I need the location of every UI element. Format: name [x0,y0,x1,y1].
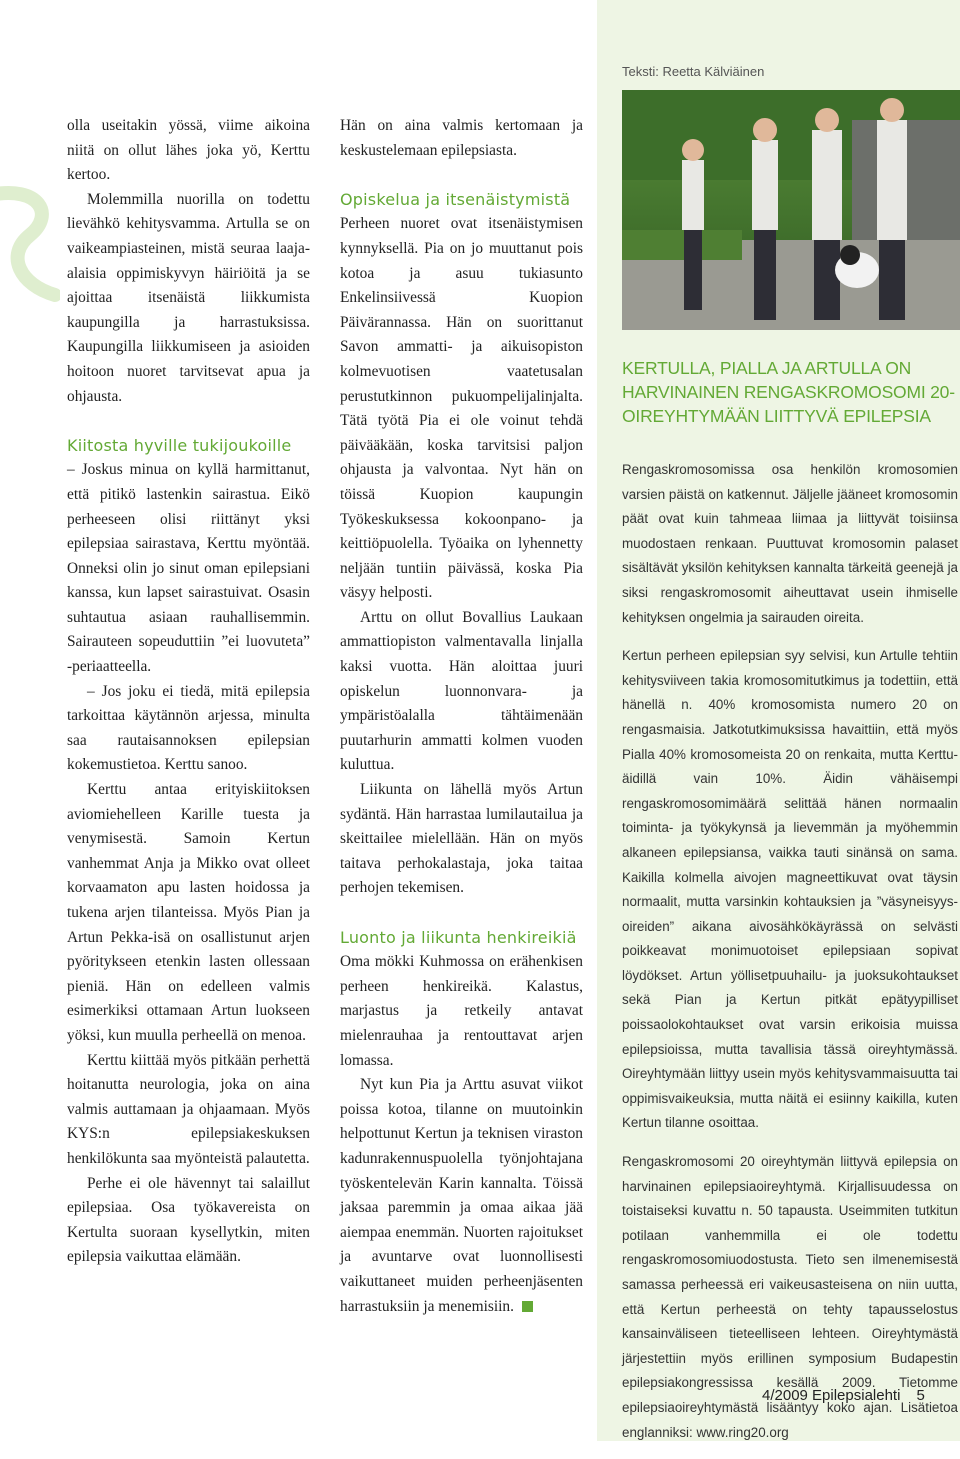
paragraph: Liikunta on lähellä myös Artun sydäntä. Hän harrastaa lumilautailua ja skeittailee mielellään. Hän on myös taitava perhokalastaja, joka taitaa perhojen tekemisen. [340,781,583,897]
family-walking-image [622,90,960,330]
decorative-swirl [0,175,60,315]
article-column-1 [67,114,310,1270]
sidebar-paragraph: Kertun perheen epilepsian syy selvisi, kun Artulle tehtiin kehitysviiveen takia kromosomitutkimus ja todettiin, että hänellä n. 40% kromosomista numero 20 on rengasmaisia. Jatkotutkimuksissa havaittiin, että myös Pialla 40% kromosomeista 20 on renkaita, mutta Kerttu-äidillä vain 10%. Äidin vähäisempi rengaskromosomimäärä selittää hänen normaalin toiminta- ja työkykynsä ja lievemmän ja myöhemmin alkaneen epilepsiansa, vaikka tauti sinänsä on sama. Kaikilla kolmella aivojen magneettikuvat ovat täysin normaalit, mutta varsinkin kohtauksien ja ”väsyneisyys-oireiden” aikana aivosähkökäyrässä on selvästi poikkeavat monimuotoiset epilepsiaan sopivat löydökset. Artun yöllisetpuuhailu- ja juoksukohtaukset sekä Pian ja Kertun pitkät epätyypilliset poissaolokohtaukset ovat varsin erikoisia muissa epilepsioissa, mutta tavallisia tässä oireyhtymässä. Oireyhtymään liittyy usein myös kehitysvammaisuutta tai oppimisvaikeuksia, mutta näitä ei esiinny kaikilla, kuten Kertun tilanne osoittaa. [622,648,958,1131]
section-heading: Opiskelua ja itsenäistymistä [340,189,571,209]
family-photo [622,90,960,330]
page-footer [762,1387,925,1404]
paragraph-text: Nyt kun Pia ja Arttu asuvat viikot poissa kotoa, tilanne on muutoinkin helpottunut Kertun ja teknisen viraston kadunrakennuspuolella työnjohtajana työskentelevän Karin kannalta. Töissä jaksaa paremmin ja omaa aikaa jää aiempaa enemmän. Nuorten rajoitukset ja avuntarve ovat luonnollisesti vaikuttaneet muiden perheenjäsenten harrastuksiin ja menemisiin. [340,1076,583,1315]
article-column-2 [340,114,583,1319]
paragraph: Kerttu kiittää myös pitkään perhettä hoitanutta neurologia, joka on aina valmis auttamaan ja ohjaamaan. Myös KYS:n epilepsiakeskuksen henkilökunta saa myönteistä palautetta. [67,1051,310,1167]
sidebar-paragraph: Rengaskromosomi 20 oireyhtymän liittyvä epilepsia on harvinainen epilepsiaoireyhtymä. Kirjallisuudessa on toistaiseksi kuvattu n. 50 tapausta. Useimmiten tutkitun potilaan vanhemmilla ei ole todettu rengaskromosomiuodostusta. Tieto sen ilmenemisestä samassa perheessä eri vaikeusasteisena on niin uutta, että Kertun perheestä on tehty tapausselostus kansainväliseen tieteelliseen lehteen. Oireyhtymästä järjestettiin myös erillinen symposium Budapestin epilepsiakongressissa kesällä 2009. Tietomme epilepsiaoireyhtymästä lisääntyy koko ajan. Lisätietoa englanniksi: www.ring20.org [622,1154,958,1440]
sidebar-title: KERTULLA, PIALLA JA ARTULLA ON HARVINAINEN RENGASKROMOSOMI 20-OIREYHTYMÄÄN LIITTYVÄ EPILEPSIA [622,358,955,426]
section-heading: Luonto ja liikunta henkireikiä [340,927,577,947]
paragraph: Oma mökki Kuhmossa on erähenkisen perheen henkireikä. Kalastus, marjastus ja retkeily antavat mielenrauhaa ja rentouttavat arjen lomassa. [340,953,583,1069]
author-credit: Teksti: Reetta Kälviäinen [622,64,765,79]
paragraph: olla useitakin yössä, viime aikoina niitä on ollut lähes joka yö, Kerttu kertoo. [67,117,310,184]
issue-label: 4/2009 Epilepsialehti [762,1387,901,1404]
paragraph: Perhe ei ole hävennyt tai salaillut epilepsiaa. Osa työkavereista on Kertulta suoraan kysellytkin, miten epilepsia vaikuttaa elämään. [67,1174,310,1266]
sidebar-paragraph: Rengaskromosomissa osa henkilön kromosomien varsien päistä on katkennut. Jäljelle jääneet kromosomin päät ovat kuin tahmeaa liimaa ja liittyvät toisiinsa muodostaen renkaan. Puuttuvat kromosomin palaset sisältävät yksilön kehityksen kannalta tärkeitä geenejä ja siksi rengaskromosomit aiheuttavat usein ihmiselle kehityksen ongelmia ja sairauden oireita. [622,462,958,625]
paragraph: Kerttu antaa erityiskiitoksen aviomiehelleen Karille tuesta ja venymisestä. Samoin Kertun vanhemmat Anja ja Mikko ovat olleet korvaamaton apu lasten hoidossa ja tukena arjen tilanteissa. Myös Pian ja Artun Pekka-isä on osallistunut arjen pyöritykseen etenkin lasten ollessaan pieniä. Hän on edelleen valmis esimerkiksi ottamaan Artun luokseen yöksi, kun muulla perheellä on menoa. [67,781,310,1044]
page-number: 5 [916,1387,925,1404]
paragraph: Hän on aina valmis kertomaan ja keskustelemaan epilepsiasta. [340,117,583,159]
sidebar-text [622,458,958,1459]
section-heading: Kiitosta hyville tukijoukoille [67,435,292,455]
paragraph: Molemmilla nuorilla on todettu lievähkö kehitysvamma. Artulla se on vaikeampiasteinen, mistä seuraa laaja-alaisia oppimiskyvyn häiriöitä ja se ajoittaa itsenäistä liikkumista kaupungilla ja harrastuksissa. Kaupungilla liikkumiseen ja asioiden hoitoon nuoret tarvitsevat apua ja ohjausta. [67,190,310,405]
paragraph: – Joskus minua on kyllä harmittanut, että pitikö lastenkin sairastua. Eikö perheeseen olisi riittänyt yksi epilepsiaa sairastava, Kerttu myöntää. Onneksi olin jo sinut oman epilepsiani kanssa, kun lapset sairastuivat. Osasin suhtautua asiaan rauhallisemmin. Sairauteen sopeuduttiin ”ei luovuteta” -periaatteella. [67,461,310,676]
paragraph: – Jos joku ei tiedä, mitä epilepsia tarkoittaa käytännön arjessa, minulta saa rautaisannoksen epilepsian kokemustietoa. Kerttu sanoo. [67,682,310,774]
end-mark-icon [522,1301,533,1312]
paragraph: Arttu on ollut Bovallius Laukaan ammattiopiston valmentavalla linjalla kaksi vuotta. Hän aloittaa juuri opiskelun luonnonvara- ja ympäristöalalla tähtäimenään puutarhurin ammatti kolmen vuoden kuluttua. [340,608,583,774]
paragraph [340,1073,583,1319]
paragraph: Perheen nuoret ovat itsenäistymisen kynnyksellä. Pia on jo muuttanut pois kotoa ja asuu tukiasunto Enkelinsiivessä Kuopion Päivärannassa. Hän on suorittanut Savon ammatti- ja aikuisopiston kolmevuotisen vaatetusalan perustutkinnon pukuompelijalinjalta. Tätä työtä Pia ei ole voinut tehdä päivääkään, koska tarvitsisi paljon ohjausta ja valvontaa. Nyt hän on töissä Kuopion kaupungin Työkeskuksessa kokoonpano- ja keittiöpuolella. Työaika on lyhennetty neljään tuntiin päivässä, koska Pia väsyy helposti. [340,215,583,602]
